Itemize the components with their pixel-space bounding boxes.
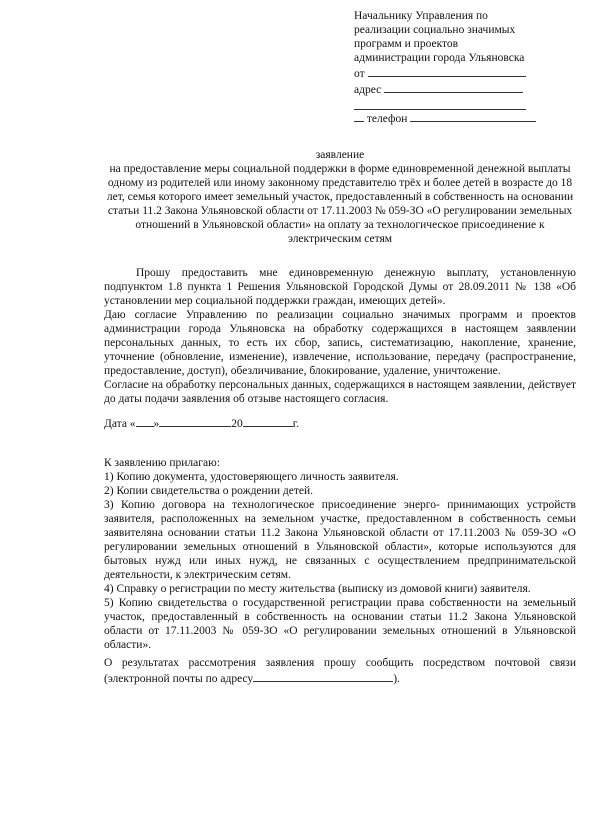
attachment-item-5: 5) Копию свидетельства о государственной регистрации права собственности на земельный участок, предоставленный в собственность на основании статьи 11.2 Закона Ульяновской области от 17.11.2003 № 059-ЗО «О регулировании земельных отношений в Ульяновской области». [104,597,576,651]
addressee-line-1: Начальнику Управления по [354,10,488,22]
document-title [104,148,576,246]
address-blank-2 [354,98,526,110]
year-blank [243,415,293,427]
address-blank [384,81,523,93]
consent-validity-paragraph: Согласие на обработку персональных данных, содержащихся в настоящем заявлении, действует до даты подачи заявления об отзыве настоящего согласия. [104,379,576,405]
result-text: О результатах рассмотрения заявления прошу сообщить посредством почтовой связи (электронной почты по адресу [104,657,576,685]
request-paragraph: Прошу предоставить мне единовременную денежную выплату, установленную подпунктом 1.8 пункта 1 Решения Ульяновской Городской Думы от 28.09.2011 № 138 «Об установлении мер социальной поддержки граждан, имеющих детей». [104,267,576,307]
title-word: заявление [315,149,365,161]
day-blank [136,415,154,427]
request-block [104,266,576,406]
result-close: ). [393,673,400,685]
addressee-block [354,9,564,126]
title-text: на предоставление меры социальной поддержки в форме единовременной денежной выплаты одному из родителей или иному законному представителю трёх и более детей в возрасте до 18 лет, семья которого имеет земельный участок, предоставленный в собственность на основании статьи 11.2 Закона Ульяновской области от 17.11.2003 № 059-ЗО «О регулировании земельных отношений в Ульяновской области» на оплату за технологическое присоединение к электрическим сетям [106,163,574,245]
address-field [354,81,564,97]
attachments-list [104,456,576,652]
phone-label: телефон [366,113,408,125]
result-notification [104,656,576,686]
attachments-heading: К заявлению прилагаю: [104,457,220,469]
from-label: от [354,68,365,80]
phone-blank [410,110,536,122]
consent-paragraph: Даю согласие Управлению по реализации социально значимых программ и проектов администрации города Ульяновска на обработку содержащихся в настоящем заявлении персональных данных, то есть их сбор, запись, систематизацию, накопление, хранение, уточнение (обновление, изменение), извлечение, использование, передачу (распространение, предоставление, доступ), обезличивание, блокирование, удаление, уничтожение. [104,309,576,377]
from-field [354,65,564,81]
addressee-line-4: администрации города Ульяновска [354,52,525,64]
attachment-item-4: 4) Справку о регистрации по месту жительства (выписку из домовой книги) заявителя. [104,583,531,595]
year-prefix: 20 [231,418,243,430]
date-field [104,415,299,431]
from-blank [368,65,526,77]
addressee-line-2: реализации социально значимых [354,24,516,36]
phone-field [354,110,564,126]
year-suffix: г. [292,418,300,430]
date-close-quote: » [153,418,160,430]
date-label: Дата « [104,418,136,430]
attachment-item-2: 2) Копии свидетельства о рождении детей. [104,485,313,497]
addressee-line-3: программ и проектов [354,38,459,50]
attachment-item-1: 1) Копию документа, удостоверяющего личность заявителя. [104,471,399,483]
phone-pre-blank [354,110,364,122]
attachment-item-3: 3) Копию договора на технологическое присоединение энерго- принимающих устройств заявителя, расположенных на земельном участке, предоставленном в собственность семьи заявителяна основании статьи 11.2 Закона Ульяновской области от 17.11.2003 № 059-ЗО «О регулировании земельных отношений в Ульяновской области», которые используются для бытовых нужд или иных нужд, не связанных с осуществлением предпринимательской деятельности, к электрическим сетям. [104,499,576,581]
month-blank [159,415,231,427]
email-blank [253,670,393,682]
address-label: адрес [354,84,382,96]
